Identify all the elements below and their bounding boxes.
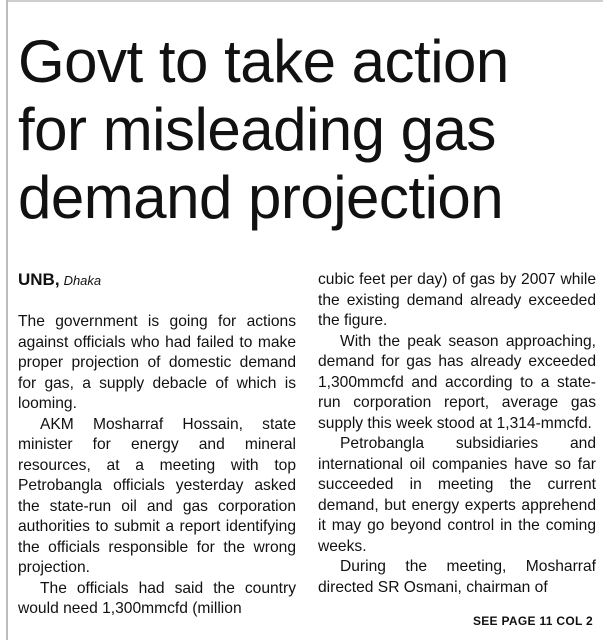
article-column-right bbox=[318, 270, 596, 598]
headline bbox=[18, 28, 603, 232]
top-rule bbox=[6, 0, 603, 2]
paragraph: Petrobangla subsidiaries and international oil companies have so far succeeded in meeting the current demand, but energy experts apprehend it may go beyond control in the coming weeks. bbox=[318, 435, 596, 555]
paragraph: cubic feet per day) of gas by 2007 while the existing demand already exceeded the figure. bbox=[318, 271, 596, 329]
paragraph: During the meeting, Mosharraf directed SR Osmani, chairman of bbox=[318, 558, 596, 596]
news-agency: UNB, bbox=[18, 270, 60, 289]
paragraph: AKM Mosharraf Hossain, state minister for energy and mineral resources, at a meeting with top Petrobangla officials yesterday asked the state-run oil and gas corporation authorities to submit a report identifying the officials responsible for the wrong projection. bbox=[18, 415, 296, 576]
headline-line: Govt to take action bbox=[18, 28, 509, 95]
byline bbox=[18, 270, 296, 292]
paragraph: With the peak season approaching, demand for gas has already exceeded 1,300mmcfd and according to a state-run corporation report, average gas supply this week stood at 1,314-mmcfd. bbox=[318, 332, 596, 432]
headline-line: for misleading gas bbox=[18, 96, 496, 163]
paragraph: The government is going for actions against officials who had failed to make proper projection of domestic demand for gas, a supply debacle of which is looming. bbox=[18, 313, 296, 412]
article-column-left bbox=[18, 270, 296, 620]
column-rule bbox=[6, 0, 8, 640]
paragraph: The officials had said the country would need 1,300mmcfd (million bbox=[18, 579, 296, 617]
dateline: Dhaka bbox=[63, 273, 102, 288]
headline-line: demand projection bbox=[18, 164, 504, 231]
continuation-note: SEE PAGE 11 COL 2 bbox=[472, 614, 593, 628]
